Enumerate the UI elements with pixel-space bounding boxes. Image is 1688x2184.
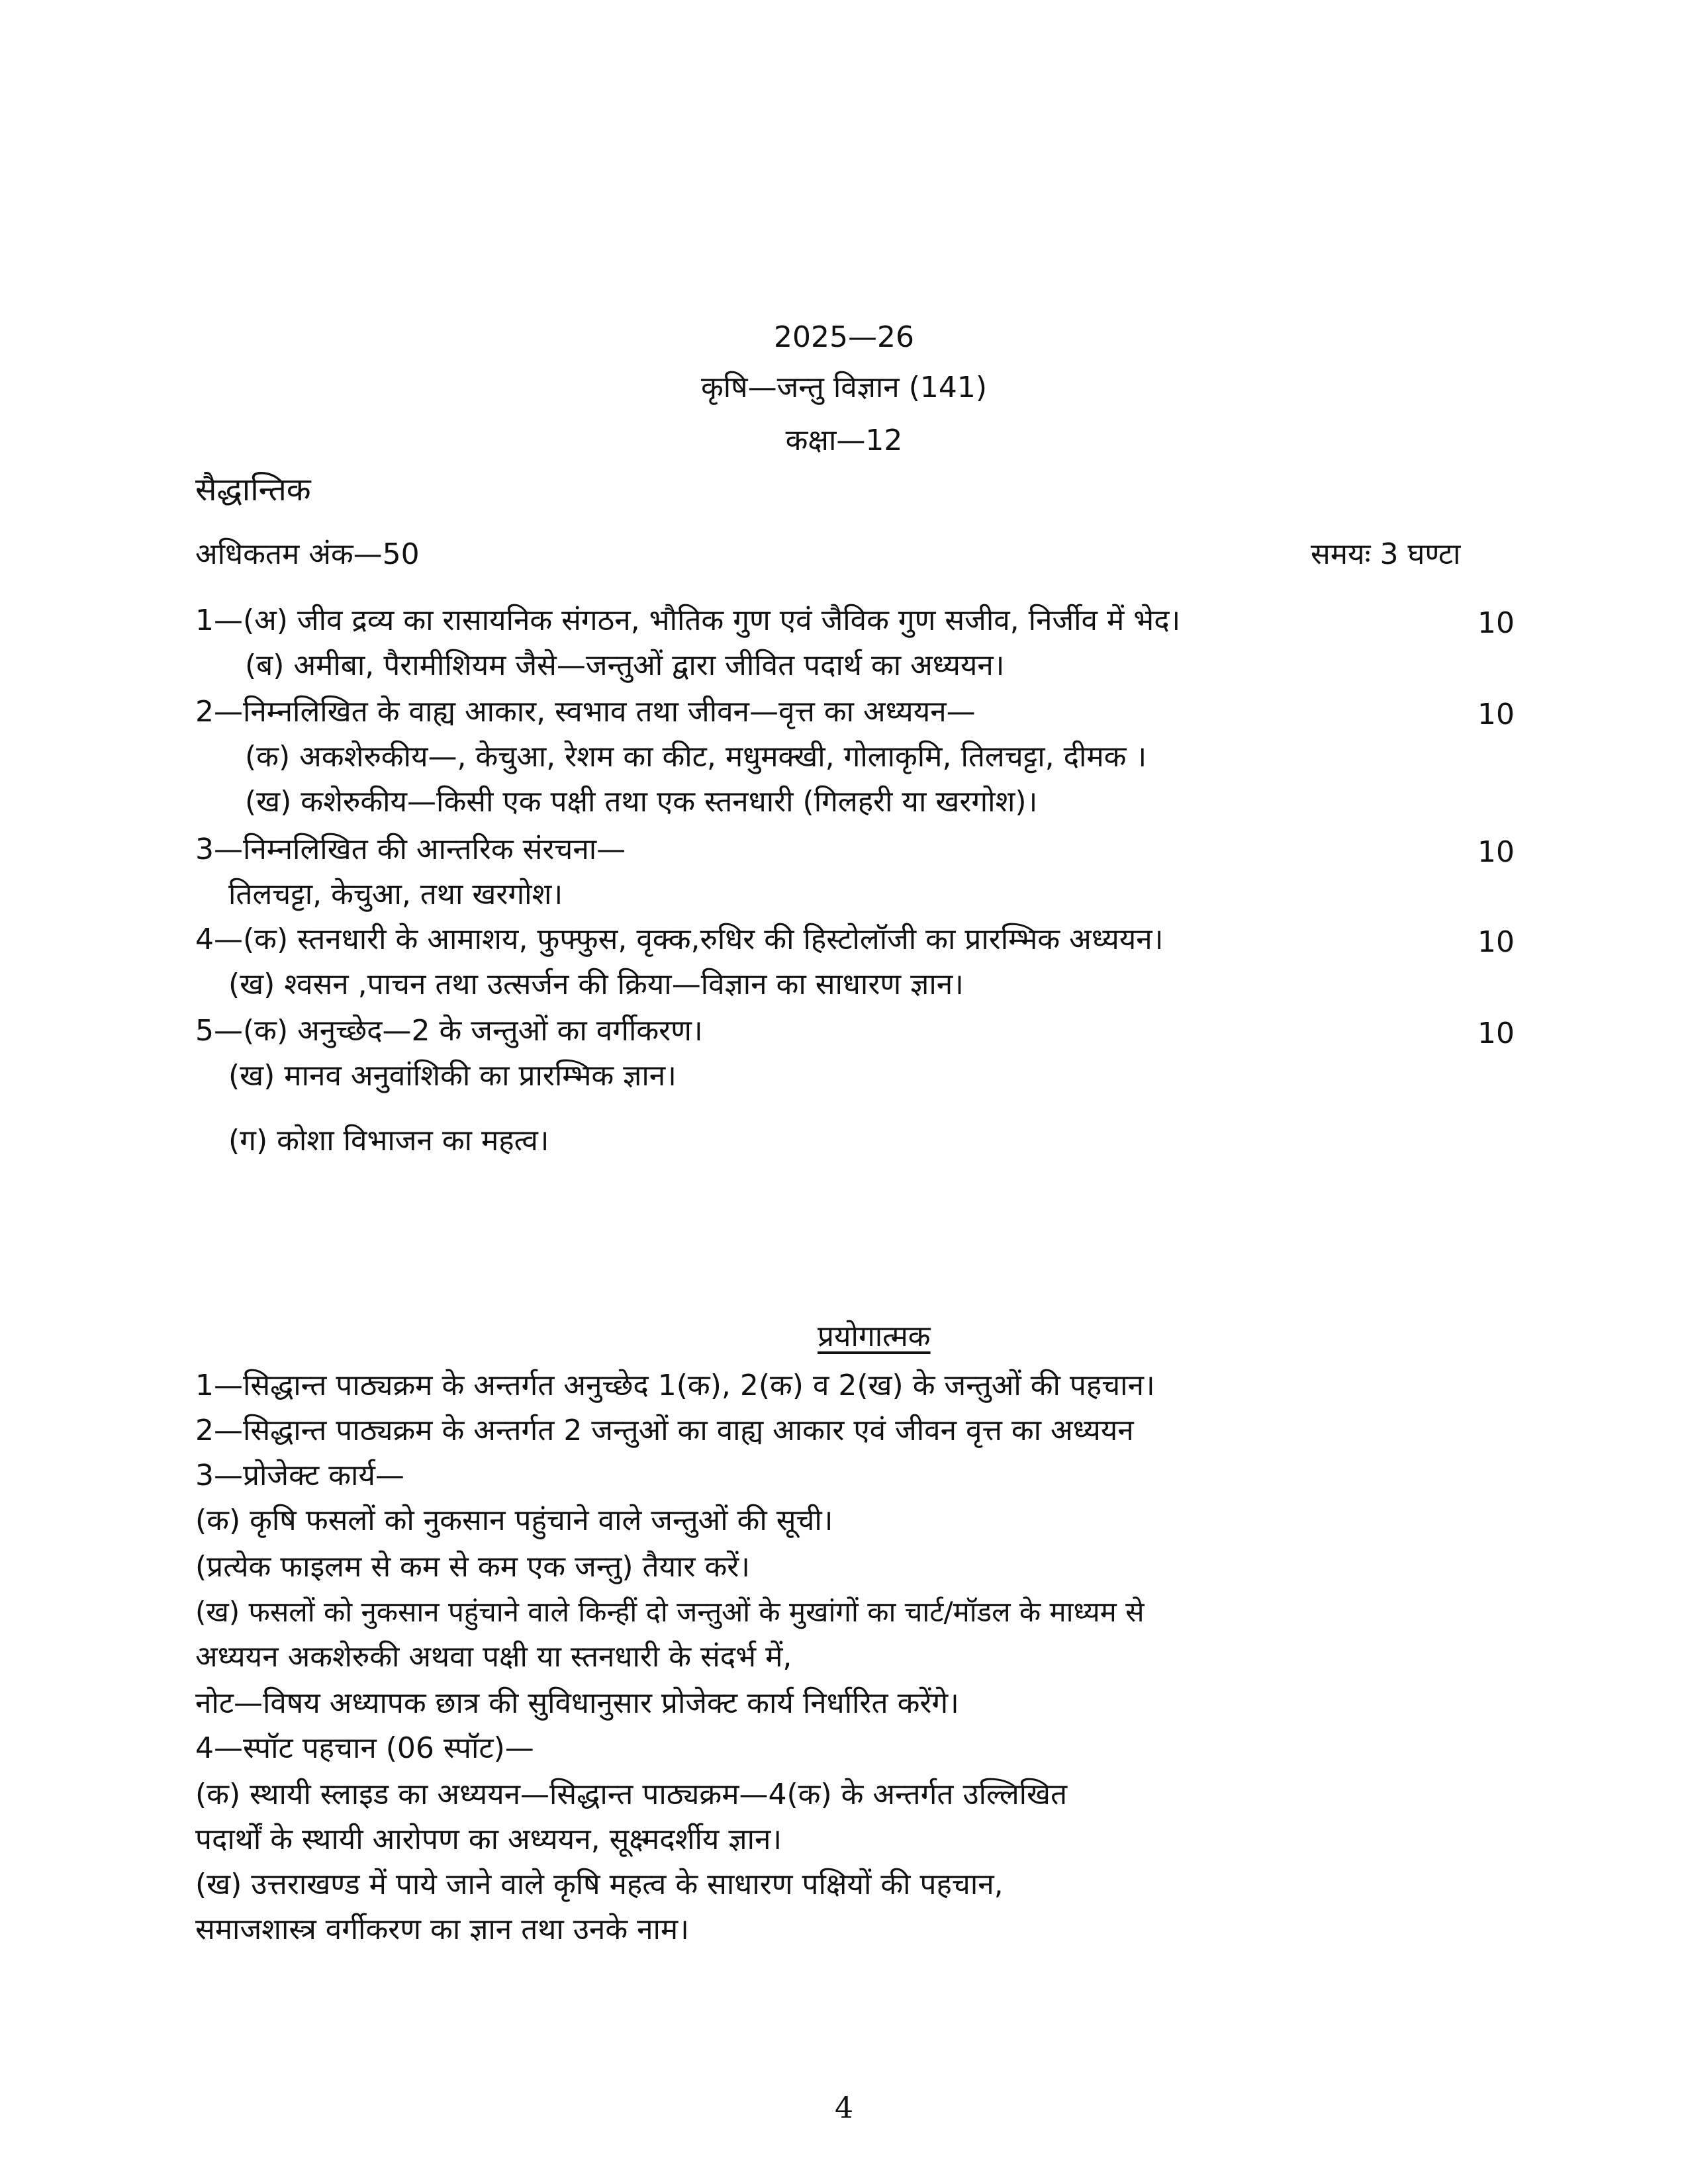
theory-line: 4—(क) स्तनधारी के आमाशय, फुफ्फुस, वृक्क,रुधिर की हिस्टोलॉजी का प्रारम्भिक अध्ययन। xyxy=(195,923,1164,956)
page-number: 4 xyxy=(835,2091,853,2125)
theory-line: 3—निम्नलिखित की आन्तरिक संरचना— xyxy=(195,833,626,866)
practical-line: 1—सिद्धान्त पाठ्यक्रम के अन्तर्गत अनुच्छेद 1(क), 2(क) व 2(ख) के जन्तुओं की पहचान। xyxy=(195,1369,1155,1402)
theory-line: (ख) कशेरुकीय—किसी एक पक्षी तथा एक स्तनधारी (गिलहरी या खरगोश)। xyxy=(245,785,1038,819)
practical-line: 4—स्पॉट पहचान (06 स्पॉट)— xyxy=(195,1731,534,1765)
theory-line: 2—निम्नलिखित के वाह्य आकार, स्वभाव तथा जीवन—वृत्त का अध्ययन— xyxy=(195,695,976,729)
practical-line: नोट—विषय अध्यापक छात्र की सुविधानुसार प्रोजेक्ट कार्य निर्धारित करेंगे। xyxy=(195,1686,959,1720)
practical-line: (क) स्थायी स्लाइड का अध्ययन—सिद्धान्त पाठ्यक्रम—4(क) के अन्तर्गत उल्लिखित xyxy=(195,1778,1068,1811)
marks-value: 10 xyxy=(1477,835,1515,869)
theory-line: (ख) श्वसन ,पाचन तथा उत्सर्जन की क्रिया—विज्ञान का साधारण ज्ञान। xyxy=(228,968,964,1001)
practical-line: (ख) फसलों को नुकसान पहुंचाने वाले किन्हीं दो जन्तुओं के मुखांगों का चार्ट/मॉडल के माध्यम से xyxy=(195,1596,1145,1628)
theory-line: (ग) कोशा विभाजन का महत्व। xyxy=(228,1124,549,1158)
practical-line: समाजशास्त्र वर्गीकरण का ज्ञान तथा उनके नाम। xyxy=(195,1913,689,1946)
theory-line: (ख) मानव अनुवांशिकी का प्रारम्भिक ज्ञान। xyxy=(228,1059,677,1093)
theory-heading: सैद्धान्तिक xyxy=(195,471,311,508)
subject-title: कृषि—जन्तु विज्ञान (141) xyxy=(700,371,988,404)
practical-line: (प्रत्येक फाइलम से कम से कम एक जन्तु) तैयार करें। xyxy=(195,1550,750,1584)
practical-line: (क) कृषि फसलों को नुकसान पहुंचाने वाले जन्तुओं की सूची। xyxy=(195,1504,833,1537)
practical-line: पदार्थों के स्थायी आरोपण का अध्ययन, सूक्ष्मदर्शीय ज्ञान। xyxy=(195,1823,782,1856)
marks-value: 10 xyxy=(1477,1017,1515,1050)
max-marks: अधिकतम अंक—50 xyxy=(195,537,420,571)
practical-line: अध्ययन अकशेरुकी अथवा पक्षी या स्तनधारी के संदर्भ में, xyxy=(195,1640,792,1674)
marks-value: 10 xyxy=(1477,698,1515,731)
practical-line: 3—प्रोजेक्ट कार्य— xyxy=(195,1459,404,1492)
practical-line: (ख) उत्तराखण्ड में पाये जाने वाले कृषि महत्व के साधारण पक्षियों की पहचान, xyxy=(195,1868,1004,1901)
marks-value: 10 xyxy=(1477,606,1515,640)
theory-line: (क) अकशेरुकीय—, केचुआ, रेशम का कीट, मधुमक्खी, गोलाकृमि, तिलचट्टा, दीमक । xyxy=(245,740,1147,774)
theory-line: 1—(अ) जीव द्रव्य का रासायनिक संगठन, भौतिक गुण एवं जैविक गुण सजीव, निर्जीव में भेद। xyxy=(195,604,1181,637)
exam-time: समयः 3 घण्टा xyxy=(1311,537,1461,571)
class-label: कक्षा—12 xyxy=(785,424,903,457)
practical-line: 2—सिद्धान्त पाठ्यक्रम के अन्तर्गत 2 जन्तुओं का वाह्य आकार एवं जीवन वृत्त का अध्ययन xyxy=(195,1414,1134,1447)
year-heading: 2025—26 xyxy=(774,320,914,354)
marks-value: 10 xyxy=(1477,925,1515,959)
theory-line: तिलचट्टा, केचुआ, तथा खरगोश। xyxy=(228,878,563,911)
practical-heading: प्रयोगात्मक xyxy=(818,1320,931,1353)
theory-line: 5—(क) अनुच्छेद—2 के जन्तुओं का वर्गीकरण। xyxy=(195,1014,703,1048)
theory-line: (ब) अमीबा, पैरामीशियम जैसे—जन्तुओं द्वारा जीवित पदार्थ का अध्ययन। xyxy=(245,649,1005,682)
